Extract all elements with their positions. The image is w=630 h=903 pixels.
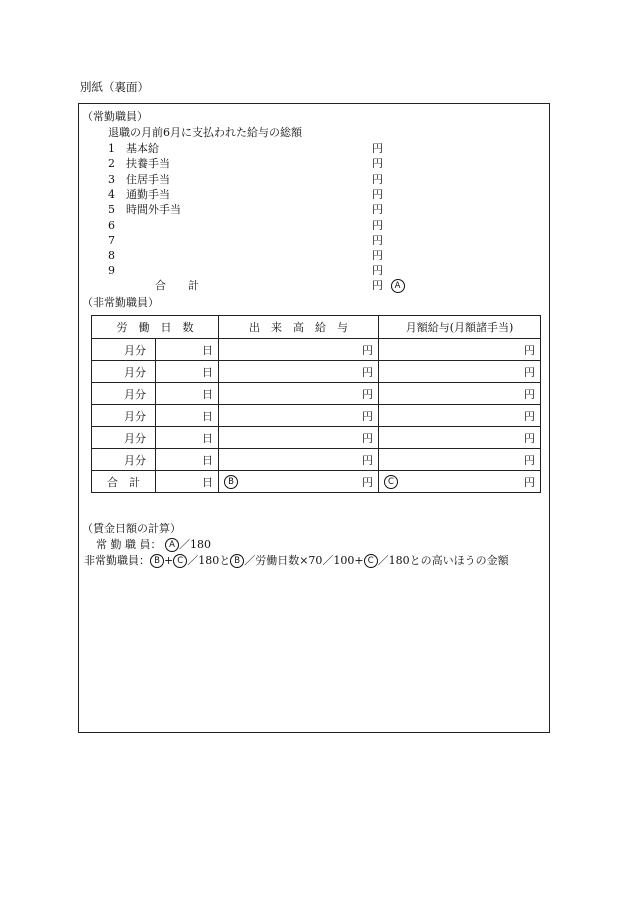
monthly-pay-cell[interactable]: 円: [379, 449, 541, 471]
fulltime-item-number: 8: [108, 249, 115, 263]
fulltime-item-number: 1: [108, 142, 115, 155]
fulltime-item-label: 基本給: [126, 142, 159, 155]
circled-c-mark: C: [364, 554, 378, 568]
fulltime-item-number: 9: [108, 264, 115, 278]
days-cell[interactable]: 日: [156, 405, 219, 427]
calc-section-label: （賃金日額の計算）: [82, 522, 181, 535]
table-body: [92, 339, 541, 471]
yen-unit: 円: [372, 279, 383, 292]
yen-unit: 円: [524, 475, 535, 489]
fulltime-item-label: 住居手当: [126, 172, 170, 186]
table-row: [92, 449, 541, 471]
month-cell[interactable]: 月分: [92, 361, 156, 383]
calc-formula-part: ／労働日数×70／100+: [244, 554, 364, 567]
fulltime-item-label: 扶養手当: [126, 157, 170, 171]
days-cell[interactable]: 日: [156, 361, 219, 383]
calc-plus: +: [164, 554, 174, 567]
fulltime-item-yen[interactable]: 円: [372, 233, 383, 247]
fulltime-item-number: 3: [108, 172, 115, 186]
month-cell[interactable]: 月分: [92, 339, 156, 361]
piece-rate-cell[interactable]: 円: [219, 383, 379, 405]
fulltime-total-label: 合 計: [155, 279, 199, 292]
fulltime-item-number: 4: [108, 187, 115, 201]
calc-formula-part: ／180と: [187, 554, 231, 567]
table-row: [92, 361, 541, 383]
table-row: [92, 427, 541, 449]
piece-rate-cell[interactable]: 円: [219, 361, 379, 383]
parttime-section-label: （非常勤職員）: [82, 296, 159, 309]
calc-fulltime-formula: ／180: [179, 538, 211, 551]
days-cell[interactable]: 日: [156, 427, 219, 449]
yen-unit: 円: [362, 475, 373, 489]
days-cell[interactable]: 日: [156, 383, 219, 405]
table-header-row: [92, 316, 541, 339]
calc-fulltime-label: 常 勤 職 員：: [96, 538, 162, 551]
page-title: 別紙（裏面）: [80, 80, 149, 94]
fulltime-item-number: 5: [108, 203, 115, 217]
monthly-pay-cell[interactable]: 円: [379, 405, 541, 427]
calc-formula-tail: ／180との高いほうの金額: [377, 554, 509, 567]
fulltime-item-label: 通勤手当: [126, 187, 170, 201]
calc-parttime-line: [84, 554, 509, 568]
calc-parttime-label: 非常勤職員：: [84, 554, 150, 567]
circled-c-mark: C: [384, 475, 398, 489]
total-days-cell: 日: [156, 471, 219, 493]
calc-fulltime-line: [96, 538, 211, 552]
parttime-wage-table: [91, 315, 541, 493]
fulltime-item-yen[interactable]: 円: [372, 264, 383, 278]
month-cell[interactable]: 月分: [92, 449, 156, 471]
fulltime-item-yen[interactable]: 円: [372, 142, 383, 155]
fulltime-item-yen[interactable]: 円: [372, 249, 383, 263]
circled-b-mark: B: [150, 554, 164, 568]
header-piece-rate-pay: 出 来 高 給 与: [219, 316, 379, 339]
piece-rate-cell[interactable]: 円: [219, 405, 379, 427]
fulltime-item-yen[interactable]: 円: [372, 157, 383, 171]
fulltime-item-yen[interactable]: 円: [372, 218, 383, 232]
monthly-pay-cell[interactable]: 円: [379, 427, 541, 449]
fulltime-item-yen[interactable]: 円: [372, 172, 383, 186]
piece-rate-cell[interactable]: 円: [219, 339, 379, 361]
fulltime-item-yen[interactable]: 円: [372, 187, 383, 201]
circled-a-mark: A: [165, 538, 179, 552]
fulltime-item-number: 2: [108, 157, 115, 171]
total-monthly-cell[interactable]: [379, 471, 541, 493]
table-row: [92, 339, 541, 361]
total-piece-rate-cell[interactable]: [219, 471, 379, 493]
fulltime-total-yen: [372, 279, 405, 293]
fulltime-item-number: 6: [108, 218, 115, 232]
circled-c-mark: C: [173, 554, 187, 568]
month-cell[interactable]: 月分: [92, 383, 156, 405]
table-row: [92, 405, 541, 427]
total-label-cell: 合 計: [92, 471, 156, 493]
circled-b-mark: B: [230, 554, 244, 568]
header-monthly-pay: 月額給与(月額諸手当): [379, 316, 541, 339]
month-cell[interactable]: 月分: [92, 405, 156, 427]
fulltime-item-label: 時間外手当: [126, 203, 181, 217]
table-row: [92, 383, 541, 405]
fulltime-section-label: （常勤職員）: [82, 110, 148, 123]
monthly-pay-cell[interactable]: 円: [379, 383, 541, 405]
monthly-pay-cell[interactable]: 円: [379, 339, 541, 361]
circled-b-mark: B: [224, 475, 238, 489]
fulltime-item-number: 7: [108, 233, 115, 247]
piece-rate-cell[interactable]: 円: [219, 427, 379, 449]
piece-rate-cell[interactable]: 円: [219, 449, 379, 471]
monthly-pay-cell[interactable]: 円: [379, 361, 541, 383]
month-cell[interactable]: 月分: [92, 427, 156, 449]
fulltime-item-yen[interactable]: 円: [372, 203, 383, 217]
table-total-row: [92, 471, 541, 493]
fulltime-subtitle: 退職の月前6月に支払われた給与の総額: [108, 126, 302, 139]
days-cell[interactable]: 日: [156, 449, 219, 471]
circled-a-mark: A: [391, 279, 405, 293]
header-work-days: 労 働 日 数: [92, 316, 219, 339]
days-cell[interactable]: 日: [156, 339, 219, 361]
